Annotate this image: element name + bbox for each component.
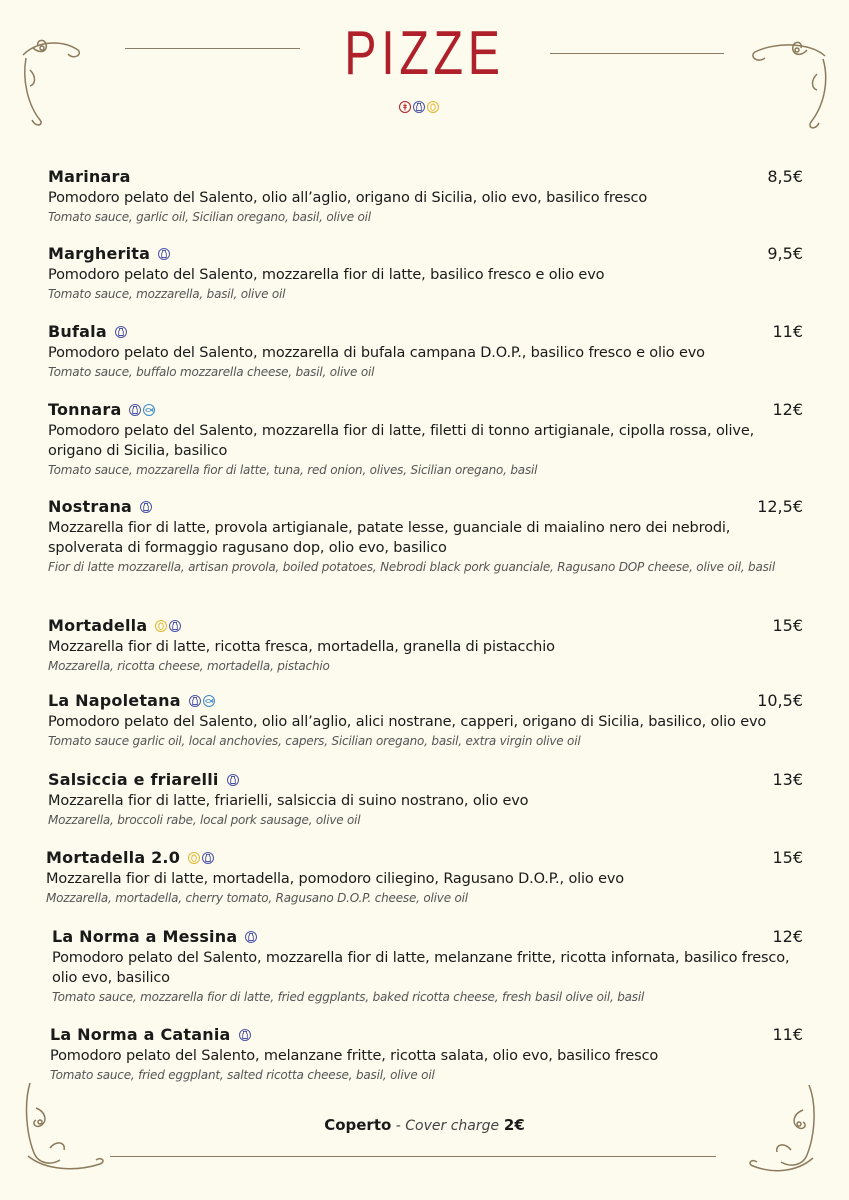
item-price: 10,5€ xyxy=(757,691,803,710)
item-price: 13€ xyxy=(772,770,803,789)
cover-charge-english: Cover charge xyxy=(405,1118,500,1134)
item-allergen-icons xyxy=(239,1029,251,1041)
header-rule-right xyxy=(550,53,724,54)
item-description: Mozzarella fior di latte, friarielli, salsiccia di suino nostrano, olio evo xyxy=(48,793,529,809)
milk-icon xyxy=(202,852,214,864)
item-name: Tonnara xyxy=(48,399,155,421)
milk-icon xyxy=(239,1029,251,1041)
item-description: Mozzarella fior di latte, provola artigianale, patate lesse, guanciale di maialino nero dei nebrodi, spolverata di formaggio ragusano dop, olio evo, basilico xyxy=(48,520,731,556)
item-price: 11€ xyxy=(772,1025,803,1044)
nut-icon xyxy=(155,620,167,632)
item-name: Salsiccia e friarelli xyxy=(48,769,239,791)
milk-icon xyxy=(158,248,170,260)
item-english: Mozzarella, ricotta cheese, mortadella, pistachio xyxy=(48,659,330,673)
cover-charge-separator: - xyxy=(391,1118,406,1134)
menu-item xyxy=(48,690,803,750)
item-price: 12€ xyxy=(772,400,803,419)
footer-rule xyxy=(110,1156,716,1157)
flourish-top-left xyxy=(18,30,88,130)
item-price: 8,5€ xyxy=(767,167,803,186)
item-allergen-icons xyxy=(115,326,127,338)
item-allergen-icons xyxy=(188,852,214,864)
item-name: La Norma a Catania xyxy=(50,1024,251,1046)
milk-icon xyxy=(189,695,201,707)
header-allergen-icons xyxy=(399,101,439,113)
milk-icon xyxy=(245,931,257,943)
item-description: Pomodoro pelato del Salento, mozzarella fior di latte, melanzane fritte, ricotta infornata, basilico fresco, olio evo, basilico xyxy=(52,950,790,986)
item-allergen-icons xyxy=(155,620,181,632)
fish-icon xyxy=(143,404,155,416)
milk-icon xyxy=(140,501,152,513)
fish-icon xyxy=(203,695,215,707)
item-price: 11€ xyxy=(772,322,803,341)
item-description: Pomodoro pelato del Salento, olio all’aglio, origano di Sicilia, olio evo, basilico fresco xyxy=(48,190,648,206)
item-name: La Napoletana xyxy=(48,690,215,712)
header-rule-left xyxy=(125,48,300,49)
item-description: Pomodoro pelato del Salento, melanzane fritte, ricotta salata, olio evo, basilico fresco xyxy=(50,1048,659,1064)
item-name: Mortadella 2.0 xyxy=(46,847,214,869)
menu-item xyxy=(50,1024,803,1084)
item-name: Margherita xyxy=(48,243,170,265)
item-allergen-icons xyxy=(189,695,215,707)
item-allergen-icons xyxy=(158,248,170,260)
item-description: Mozzarella fior di latte, ricotta fresca, mortadella, granella di pistacchio xyxy=(48,639,555,655)
page-title: PIZZE xyxy=(344,19,505,88)
item-allergen-icons xyxy=(140,501,152,513)
item-price: 9,5€ xyxy=(767,244,803,263)
item-english: Tomato sauce, mozzarella fior di latte, tuna, red onion, olives, Sicilian oregano, basil xyxy=(48,463,538,477)
item-description: Pomodoro pelato del Salento, mozzarella fior di latte, basilico fresco e olio evo xyxy=(48,267,605,283)
item-description: Pomodoro pelato del Salento, mozzarella fior di latte, filetti di tonno artigianale, cipolla rossa, olive, origano di Sicilia, basilico xyxy=(48,423,755,459)
milk-icon xyxy=(413,101,425,113)
item-allergen-icons xyxy=(227,774,239,786)
item-allergen-icons xyxy=(129,404,155,416)
item-allergen-icons xyxy=(245,931,257,943)
menu-item xyxy=(48,321,803,381)
menu-item xyxy=(48,399,803,479)
item-english: Tomato sauce, garlic oil, Sicilian oregano, basil, olive oil xyxy=(48,210,371,224)
menu-item xyxy=(52,926,803,1006)
cover-charge-price: 2€ xyxy=(503,1116,525,1134)
cover-charge-label: Coperto xyxy=(324,1116,392,1134)
item-price: 15€ xyxy=(772,616,803,635)
item-english: Mozzarella, broccoli rabe, local pork sausage, olive oil xyxy=(48,813,361,827)
item-english: Tomato sauce, mozzarella, basil, olive oil xyxy=(48,287,286,301)
item-name: Marinara xyxy=(48,167,131,186)
milk-icon xyxy=(227,774,239,786)
menu-item xyxy=(48,166,803,226)
milk-icon xyxy=(115,326,127,338)
item-english: Fior di latte mozzarella, artisan provola, boiled potatoes, Nebrodi black pork guanciale, Ragusano DOP cheese, olive oil, basil xyxy=(48,560,775,574)
milk-icon xyxy=(169,620,181,632)
menu-item xyxy=(48,615,803,675)
item-english: Mozzarella, mortadella, cherry tomato, Ragusano D.O.P. cheese, olive oil xyxy=(46,891,468,905)
item-english: Tomato sauce, buffalo mozzarella cheese, basil, olive oil xyxy=(48,365,375,379)
flourish-top-right xyxy=(745,34,835,134)
item-description: Pomodoro pelato del Salento, mozzarella di bufala campana D.O.P., basilico fresco e olio evo xyxy=(48,345,705,361)
nut-icon xyxy=(427,101,439,113)
milk-icon xyxy=(129,404,141,416)
item-name: Nostrana xyxy=(48,496,152,518)
item-name: Mortadella xyxy=(48,615,181,637)
item-name: La Norma a Messina xyxy=(52,926,257,948)
item-english: Tomato sauce garlic oil, local anchovies, capers, Sicilian oregano, basil, extra virgin olive oil xyxy=(48,734,581,748)
item-price: 12,5€ xyxy=(757,497,803,516)
menu-item xyxy=(48,769,803,829)
item-description: Pomodoro pelato del Salento, olio all’aglio, alici nostrane, capperi, origano di Sicilia, basilico, olio evo xyxy=(48,714,767,730)
item-price: 12€ xyxy=(772,927,803,946)
menu-item xyxy=(48,496,803,576)
item-english: Tomato sauce, fried eggplant, salted ricotta cheese, basil, olive oil xyxy=(50,1068,435,1082)
item-name: Bufala xyxy=(48,321,127,343)
menu-item xyxy=(46,847,803,907)
item-english: Tomato sauce, mozzarella fior di latte, fried eggplants, baked ricotta cheese, fresh basil olive oil, basil xyxy=(52,990,645,1004)
item-description: Mozzarella fior di latte, mortadella, pomodoro ciliegino, Ragusano D.O.P., olio evo xyxy=(46,871,625,887)
gluten-icon xyxy=(399,101,411,113)
menu-item xyxy=(48,243,803,303)
nut-icon xyxy=(188,852,200,864)
item-price: 15€ xyxy=(772,848,803,867)
cover-charge xyxy=(0,1116,849,1134)
